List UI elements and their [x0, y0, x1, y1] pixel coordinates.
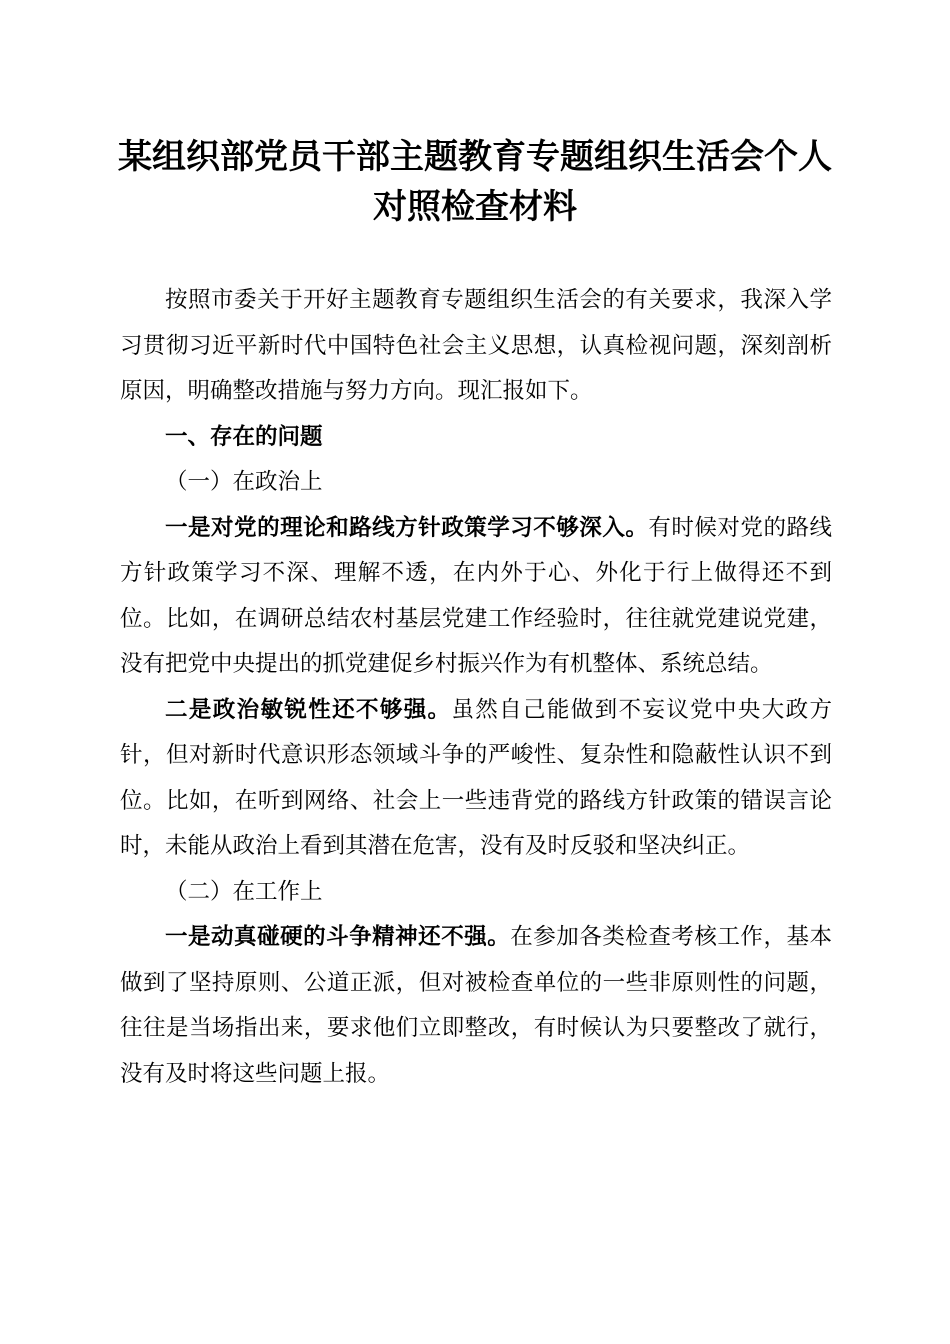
subsection-heading-work: （二）在工作上: [165, 878, 323, 905]
paragraph-political-1: [120, 506, 832, 688]
intro-paragraph: 按照市委关于开好主题教育专题组织生活会的有关要求，我深入学习贯彻习近平新时代中国特色社会主义思想，认真检视问题，深刻剖析原因，明确整改措施与努力方向。现汇报如下。: [120, 287, 832, 404]
paragraph-body: 有时候对党的路线方针政策学习不深、理解不透，在内外于心、外化于行上做得还不到位。比如，在调研总结农村基层党建工作经验时，往往就党建说党建，没有把党中央提出的抓党建促乡村振兴作为有机整体、系统总结。: [120, 514, 832, 677]
document-body: [120, 278, 832, 1097]
paragraph-body: 在参加各类检查考核工作，基本做到了坚持原则、公道正派，但对被检查单位的一些非原则性的问题，往往是当场指出来，要求他们立即整改，有时候认为只要整改了就行，没有及时将这些问题上报。: [120, 924, 832, 1087]
paragraph-lead: 一是对党的理论和路线方针政策学习不够深入。: [165, 514, 649, 541]
paragraph-body: 虽然自己能做到不妄议党中央大政方针，但对新时代意识形态领域斗争的严峻性、复杂性和隐蔽性认识不到位。比如，在听到网络、社会上一些违背党的路线方针政策的错误言论时，未能从政治上看到其潜在危害，没有及时反驳和坚决纠正。: [120, 696, 832, 859]
section-heading-problems: 一、存在的问题: [165, 423, 323, 450]
paragraph-political-2: [120, 688, 832, 870]
paragraph-work-1: [120, 915, 832, 1097]
paragraph-lead: 二是政治敏锐性还不够强。: [165, 696, 452, 723]
document-title: 某组织部党员干部主题教育专题组织生活会个人对照检查材料: [118, 137, 832, 227]
paragraph-lead: 一是动真碰硬的斗争精神还不强。: [165, 924, 511, 950]
subsection-heading-political: （一）在政治上: [165, 469, 323, 495]
